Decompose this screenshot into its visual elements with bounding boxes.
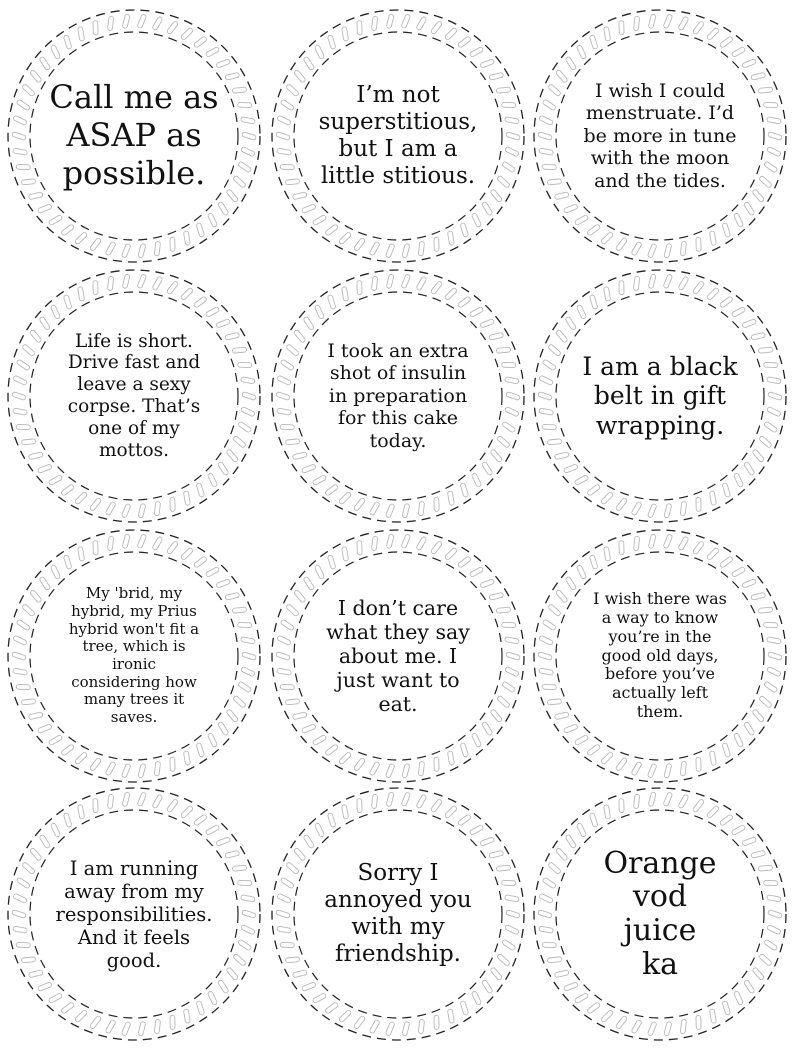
sticker-10 <box>0 780 268 1048</box>
sticker-9 <box>526 522 794 790</box>
sticker-1 <box>0 2 268 270</box>
sticker-quote: Life is short. Drive fast and leave a sexy corpse. That’s one of my mottos. <box>67 330 201 461</box>
sticker-quote: Orange vod juice ka <box>603 845 717 982</box>
sticker-quote: I wish there was a way to know you’re in the good old days, before you’ve actually left them. <box>593 588 727 722</box>
sticker-11 <box>264 780 532 1048</box>
sticker-quote: I am a black belt in gift wrapping. <box>582 351 738 440</box>
sticker-quote: I wish I could menstruate. I’d be more in tune with the moon and the tides. <box>583 79 737 192</box>
sticker-quote: Sorry I annoyed you with my friendship. <box>324 859 472 968</box>
sticker-quote: My 'brid, my hybrid, my Prius hybrid won't fit a tree, which is ironic considering how many trees it saves. <box>68 584 200 727</box>
sticker-quote: I am running away from my responsibilities. And it feels good. <box>55 856 213 972</box>
sticker-quote: I’m not superstitious, but I am a little stitious. <box>318 81 478 190</box>
sticker-quote: Call me as ASAP as possible. <box>49 78 219 192</box>
sticker-8 <box>264 522 532 790</box>
sticker-2 <box>264 2 532 270</box>
sticker-4 <box>0 262 268 530</box>
sticker-12 <box>526 780 794 1048</box>
sticker-quote: I took an extra shot of insulin in preparation for this cake today. <box>327 339 469 452</box>
sticker-5 <box>264 262 532 530</box>
sticker-3 <box>526 2 794 270</box>
sticker-7 <box>0 522 268 790</box>
sticker-quote: I don’t care what they say about me. I just want to eat. <box>326 595 470 717</box>
sticker-6 <box>526 262 794 530</box>
